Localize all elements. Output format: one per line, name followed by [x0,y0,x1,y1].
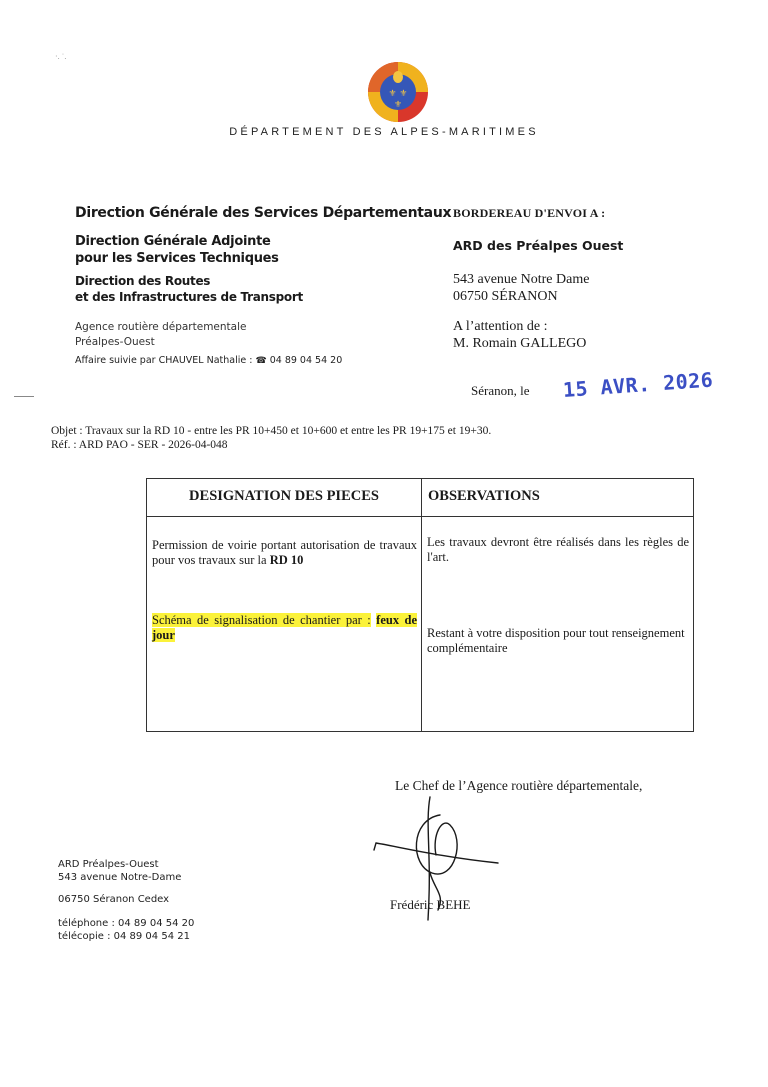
affaire-suivie [75,355,342,366]
ref-line: Réf. : ARD PAO - SER - 2026-04-048 [51,438,228,451]
row2-designation-text: Schéma de signalisation de chantier par : [152,613,371,627]
direction-adjointe-line1: Direction Générale Adjointe [75,234,271,249]
footer-line1: ARD Préalpes-Ouest [58,859,159,870]
row1-designation-bold: RD 10 [269,553,304,567]
attention-label: A l’attention de : [453,319,548,334]
footer-line2: 543 avenue Notre-Dame [58,872,182,883]
footer-city: 06750 Séranon Cedex [58,894,170,905]
department-logo-icon [366,60,430,124]
recipient-address [453,271,589,305]
recipient-address-line1: 543 avenue Notre Dame [453,272,590,287]
scan-artifact: ·. ˙. [55,52,67,61]
svg-text:⚜ ⚜: ⚜ ⚜ [388,89,408,99]
department-title: DÉPARTEMENT DES ALPES-MARITIMES [229,126,539,138]
recipient-attention [453,318,586,352]
direction-routes-line1: Direction des Routes [75,274,211,288]
recipient-address-line2: 06750 SÉRANON [453,289,558,304]
fold-mark [14,396,34,397]
row1-observation: Les travaux devront être réalisés dans les règles de l'art. [427,535,689,564]
reference-block [51,425,491,452]
date-stamp: 15 AVR. 2026 [562,367,714,402]
footer-telecopie: télécopie : 04 89 04 54 21 [58,931,190,942]
direction-adjointe [75,233,279,267]
date-place-label: Séranon, le [471,383,530,398]
telephone-icon: ☎ [255,356,267,366]
agence-block [75,320,246,350]
bordereau-label: BORDEREAU D'ENVOI A : [453,206,606,220]
signature-title: Le Chef de l’Agence routière départementale, [395,778,643,793]
affaire-phone: 04 89 04 54 20 [269,355,343,366]
objet-line: Objet : Travaux sur la RD 10 - entre les PR 10+450 et 10+600 et entre les PR 19+175 et 19+30. [51,425,492,437]
svg-text:⚜: ⚜ [393,100,403,110]
table-header-divider [147,516,693,517]
footer-contacts [58,917,194,943]
row1-designation [152,538,417,568]
recipient-name: ARD des Préalpes Ouest [453,238,624,253]
direction-adjointe-line2: pour les Services Techniques [75,251,279,266]
direction-routes [75,273,303,305]
row2-designation-highlight: feux de jour [152,613,418,642]
row2-designation [152,613,417,643]
signer-name: Frédéric BEHE [390,897,471,912]
pieces-table [146,478,694,732]
row1-designation-text: Permission de voirie portant autorisation de travaux pour vos travaux sur la [152,538,417,567]
header-observations: OBSERVATIONS [428,488,540,504]
footer-address [58,858,181,884]
direction-generale: Direction Générale des Services Départementaux [75,205,452,221]
footer-telephone: téléphone : 04 89 04 54 20 [58,918,195,929]
row2-observation: Restant à votre disposition pour tout renseignement complémentaire [427,626,685,655]
attention-name: M. Romain GALLEGO [453,336,587,351]
header-designation: DESIGNATION DES PIECES [189,488,379,504]
direction-routes-line2: et des Infrastructures de Transport [75,290,303,304]
affaire-label: Affaire suivie par CHAUVEL Nathalie : [75,355,253,366]
agence-line1: Agence routière départementale [75,321,247,333]
agence-line2: Préalpes-Ouest [75,336,155,348]
